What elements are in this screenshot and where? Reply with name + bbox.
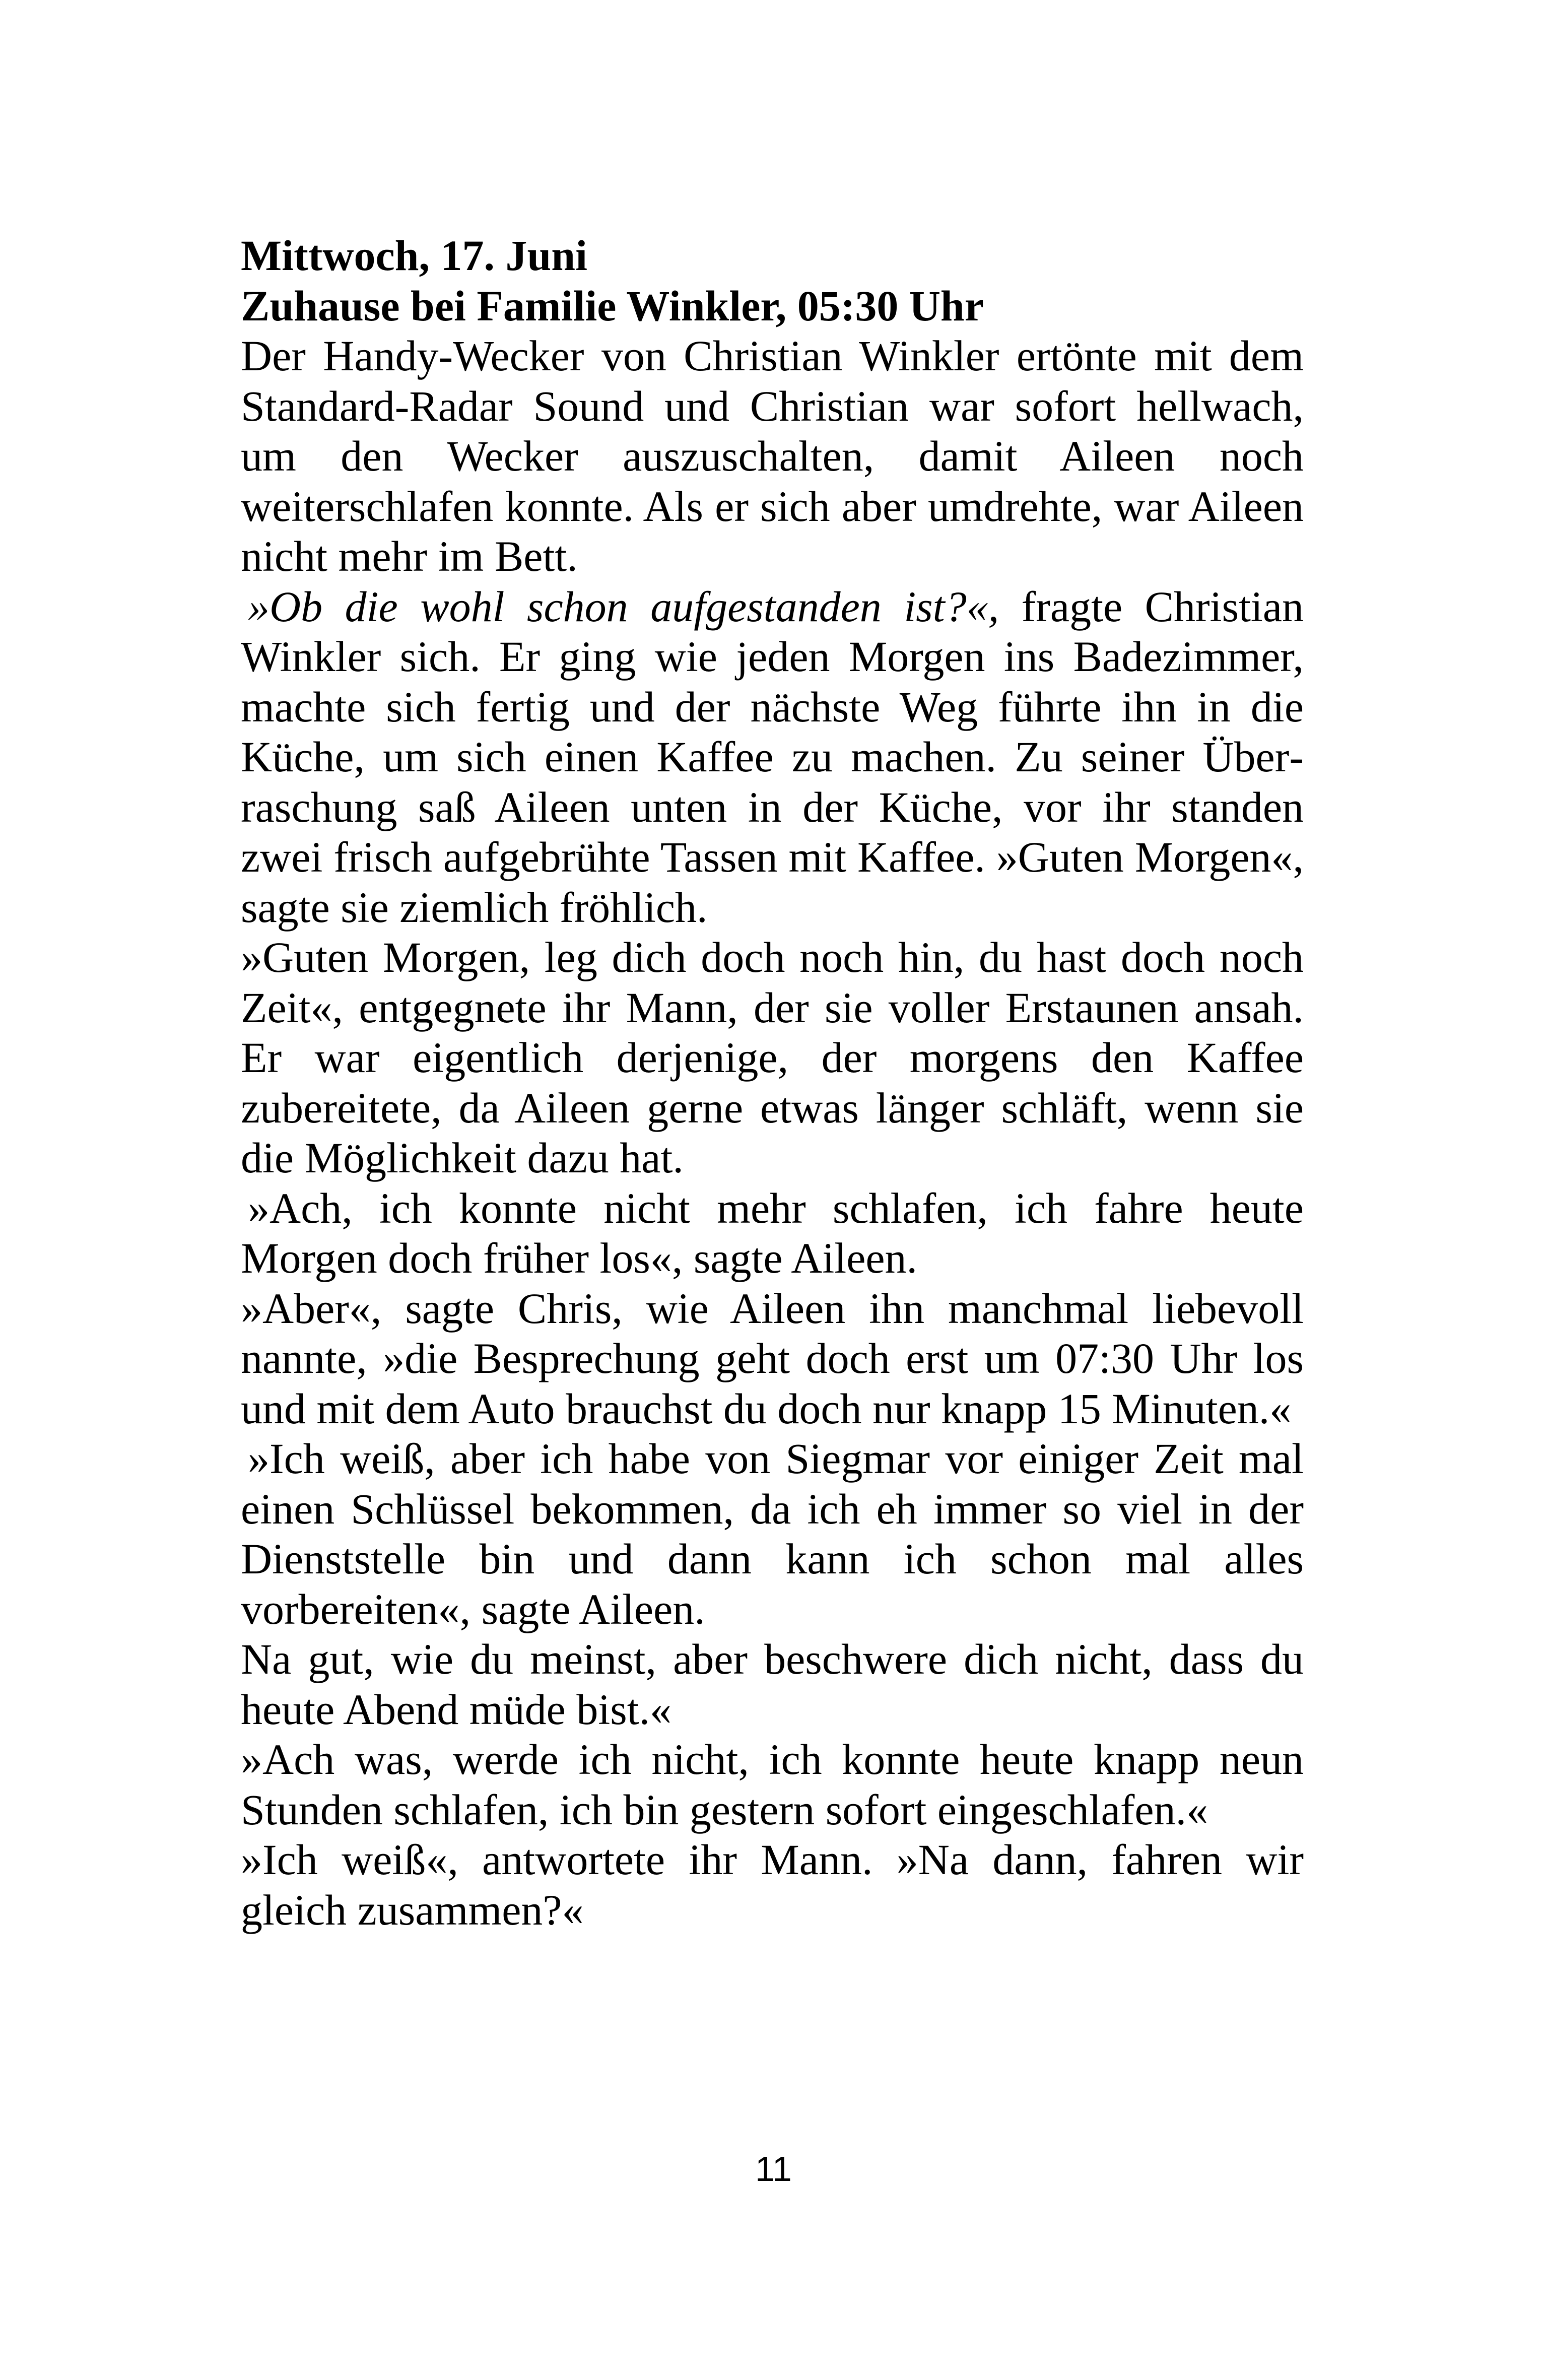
paragraph (241, 1183, 1304, 1284)
paragraph-text: Na gut, wie du meinst, aber beschwere dich nicht, dass du heute Abend müde bist.« (241, 1635, 1304, 1734)
paragraph-text: »Guten Morgen, leg dich doch noch hin, du hast doch noch Zeit«, entgegnete ihr Mann, der sie voller Erstaunen ansah. Er war eigentlich derjenige, der morgens den Kaffee zubereitete, da Aileen gerne etwas länger schläft, wenn sie die Möglichkeit dazu hat. (241, 933, 1304, 1182)
chapter-date-heading: Mittwoch, 17. Juni (241, 231, 587, 280)
paragraph-text: fragte Christian Winkler sich. Er ging wie jeden Morgen ins Badezimmer, machte sich fertig und der nächste Weg führte ihn in die Küche, um sich einen Kaffee zu machen. Zu seiner Überraschung saß Aileen unten in der Küche, vor ihr standen zwei frisch aufgebrühte Tassen mit Kaffee. »Guten Morgen«, sagte sie ziemlich fröhlich. (241, 582, 1304, 932)
paragraph (241, 1835, 1304, 1935)
paragraph (241, 1284, 1304, 1434)
page-number: 11 (755, 2149, 792, 2189)
paragraph-text: »Ach, ich konnte nicht mehr schlafen, ich fahre heute Morgen doch früher los«, sagte Aileen. (241, 1183, 1304, 1282)
paragraph (241, 1434, 1304, 1634)
paragraph-text: »Ach was, werde ich nicht, ich konnte heute knapp neun Stunden schlafen, ich bin gestern sofort eingeschlafen.« (241, 1735, 1304, 1834)
paragraph-text: Der Handy-Wecker von Christian Winkler ertönte mit dem Standard-Radar Sound und Christian war sofort hellwach, um den Wecker auszuschalten, damit Aileen noch weiterschlafen konnte. Als er sich aber umdrehte, war Aileen nicht mehr im Bett. (241, 332, 1304, 580)
body-text (241, 231, 1304, 1935)
paragraph (241, 331, 1304, 582)
paragraph (241, 1634, 1304, 1735)
paragraph (241, 582, 1304, 933)
paragraph (241, 1735, 1304, 1835)
paragraph-text: »Aber«, sagte Chris, wie Aileen ihn manchmal liebevoll nannte, »die Besprechung geht doch erst um 07:30 Uhr los und mit dem Auto brauchst du doch nur knapp 15 Minuten.« (241, 1284, 1304, 1433)
scene-location-heading: Zuhause bei Familie Winkler, 05:30 Uhr (241, 281, 984, 330)
paragraph-text: »Ich weiß«, antwortete ihr Mann. »Na dann, fahren wir gleich zusammen?« (241, 1835, 1304, 1934)
paragraph (241, 933, 1304, 1183)
paragraph-text: »Ich weiß, aber ich habe von Siegmar vor einiger Zeit mal einen Schlüssel bekommen, da ich eh immer so viel in der Dienststelle bin und dann kann ich schon mal alles vorbereiten«, sagte Aileen. (241, 1434, 1304, 1633)
italic-thought: »Ob die wohl schon aufgestanden ist?«, (248, 582, 999, 631)
